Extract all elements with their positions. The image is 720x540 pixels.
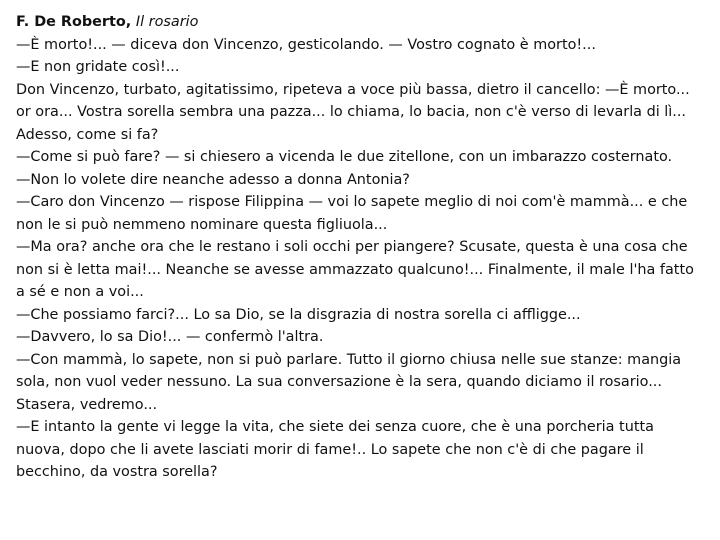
title-author: F. De Roberto, <box>16 14 132 30</box>
text-line: non le si può nemmeno nominare questa figliuola... <box>16 216 388 233</box>
text-line: —Ma ora? anche ora che le restano i soli occhi per piangere? Scusate, questa è una cosa che <box>16 239 688 255</box>
document-title <box>16 11 704 34</box>
text-line: —E non gridate così!... <box>16 59 180 75</box>
text-line: —Come si può fare? — si chiesero a vicenda le due zitellone, con un imbarazzo costernato. <box>16 149 673 165</box>
dialogue-paragraph <box>16 349 704 417</box>
dialogue-paragraph <box>16 416 704 484</box>
dialogue-paragraph <box>16 56 704 79</box>
dialogue-paragraph <box>16 146 704 169</box>
dialogue-paragraph <box>16 34 704 57</box>
text-line: Don Vincenzo, turbato, agitatissimo, ripeteva a voce più bassa, dietro il cancello: —È morto... <box>16 81 690 98</box>
text-line: nuova, dopo che li avete lasciati morir di fame!.. Lo sapete che non c'è di che pagare il <box>16 441 644 458</box>
dialogue-paragraph <box>16 191 704 236</box>
text-line: —Non lo volete dire neanche adesso a donna Antonia? <box>16 171 410 188</box>
dialogue-paragraph <box>16 236 704 304</box>
title-work: Il rosario <box>135 14 199 30</box>
text-line: —Con mammà, lo sapete, non si può parlare. Tutto il giorno chiusa nelle sue stanze: mangia <box>16 351 682 368</box>
text-line: Adesso, come si fa? <box>16 126 159 143</box>
text-line: —È morto!... — diceva don Vincenzo, gesticolando. — Vostro cognato è morto!... <box>16 36 596 53</box>
text-line: sola, non vuol veder nessuno. La sua conversazione è la sera, quando diciamo il rosario... <box>16 374 662 390</box>
text-line: non si è letta mai!... Neanche se avesse ammazzato qualcuno!... Finalmente, il male l'ha fatto <box>16 261 694 278</box>
document-body <box>16 34 704 484</box>
text-line: —Caro don Vincenzo — rispose Filippina — voi lo sapete meglio di noi com'è mammà... e che <box>16 194 688 210</box>
dialogue-paragraph <box>16 79 704 147</box>
text-line: —E intanto la gente vi legge la vita, che siete dei senza cuore, che è una porcheria tutta <box>16 419 654 435</box>
text-line: —Davvero, lo sa Dio!... — confermò l'altra. <box>16 329 324 345</box>
dialogue-paragraph <box>16 169 704 192</box>
text-line: or ora... Vostra sorella sembra una pazza... lo chiama, lo bacia, non c'è verso di levarla di lì... <box>16 104 687 120</box>
dialogue-paragraph <box>16 304 704 327</box>
text-line: Stasera, vedremo... <box>16 396 158 413</box>
text-line: a sé e non a voi... <box>16 284 144 300</box>
text-line: —Che possiamo farci?... Lo sa Dio, se la disgrazia di nostra sorella ci affligge... <box>16 306 581 323</box>
dialogue-paragraph <box>16 326 704 349</box>
text-line: becchino, da vostra sorella? <box>16 464 218 480</box>
